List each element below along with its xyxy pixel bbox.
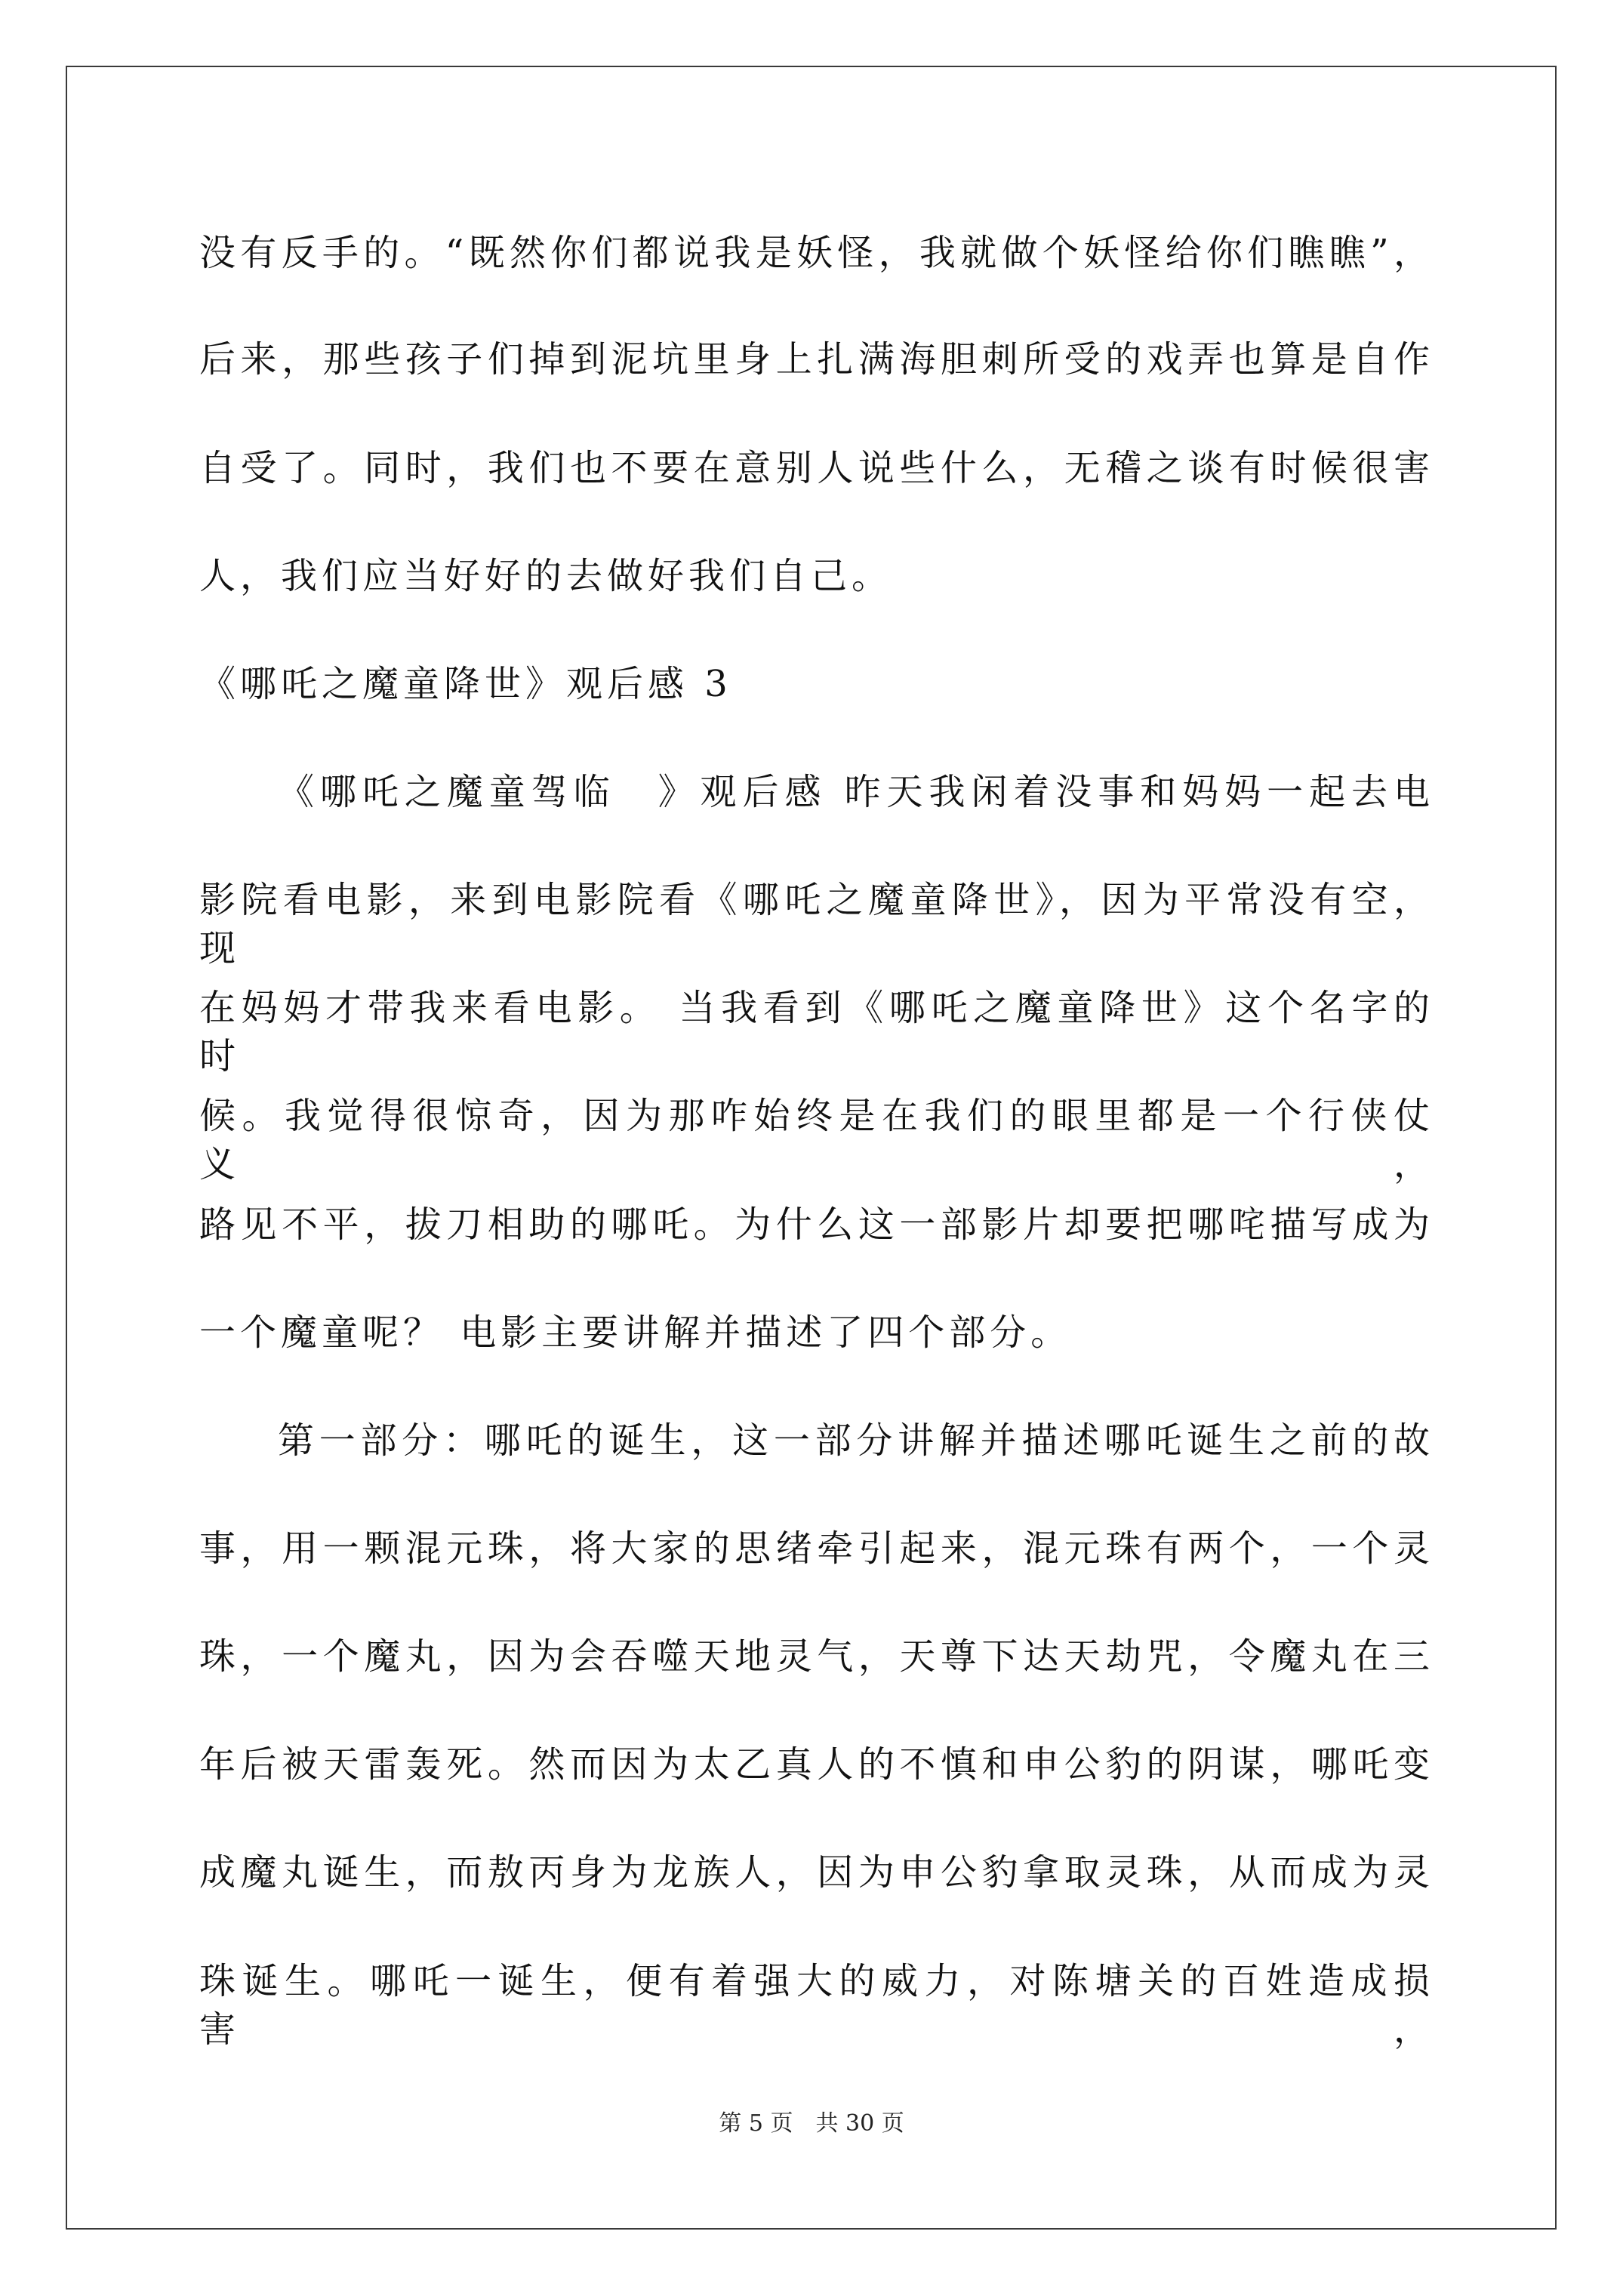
text-line: 在妈妈才带我来看电影。 当我看到《哪吒之魔童降世》这个名字的时 (199, 987, 1434, 1077)
page-number-footer: 第 5 页 共 30 页 (719, 2110, 904, 2137)
text-line: 后来，那些孩子们掉到泥坑里身上扎满海胆刺所受的戏弄也算是自作 (199, 338, 1434, 381)
text-line: 人，我们应当好好的去做好我们自己。 (199, 555, 893, 597)
section-heading: 《哪吒之魔童降世》观后感 3 (199, 663, 732, 705)
text-line: 珠，一个魔丸，因为会吞噬天地灵气，天尊下达天劫咒，令魔丸在三 (199, 1635, 1434, 1678)
text-line: 一个魔童呢？ 电影主要讲解并描述了四个部分。 (199, 1311, 1072, 1354)
text-line: 成魔丸诞生，而敖丙身为龙族人，因为申公豹拿取灵珠，从而成为灵 (199, 1851, 1434, 1894)
text-line: 年后被天雷轰死。然而因为太乙真人的不慎和申公豹的阴谋，哪吒变 (199, 1743, 1434, 1786)
text-line: 没有反手的。“既然你们都说我是妖怪，我就做个妖怪给你们瞧瞧”， (199, 232, 1434, 274)
text-line: 自受了。同时，我们也不要在意别人说些什么，无稽之谈有时候很害 (199, 447, 1434, 489)
text-line: 候。我觉得很惊奇，因为那咋始终是在我们的眼里都是一个行侠仗义， (199, 1095, 1434, 1185)
text-line: 珠诞生。哪吒一诞生，便有着强大的威力，对陈塘关的百姓造成损害， (199, 1960, 1434, 2051)
text-line: 第一部分：哪吒的诞生，这一部分讲解并描述哪吒诞生之前的故 (278, 1419, 1434, 1462)
text-line: 事，用一颗混元珠，将大家的思绪牵引起来，混元珠有两个，一个灵 (199, 1527, 1434, 1570)
text-line: 路见不平，拔刀相助的哪吒。为什么这一部影片却要把哪咤描写成为 (199, 1203, 1434, 1246)
text-line: 《哪吒之魔童驾临 》观后感 昨天我闲着没事和妈妈一起去电 (278, 771, 1434, 813)
text-line: 影院看电影，来到电影院看《哪吒之魔童降世》，因为平常没有空，现 (199, 879, 1434, 969)
